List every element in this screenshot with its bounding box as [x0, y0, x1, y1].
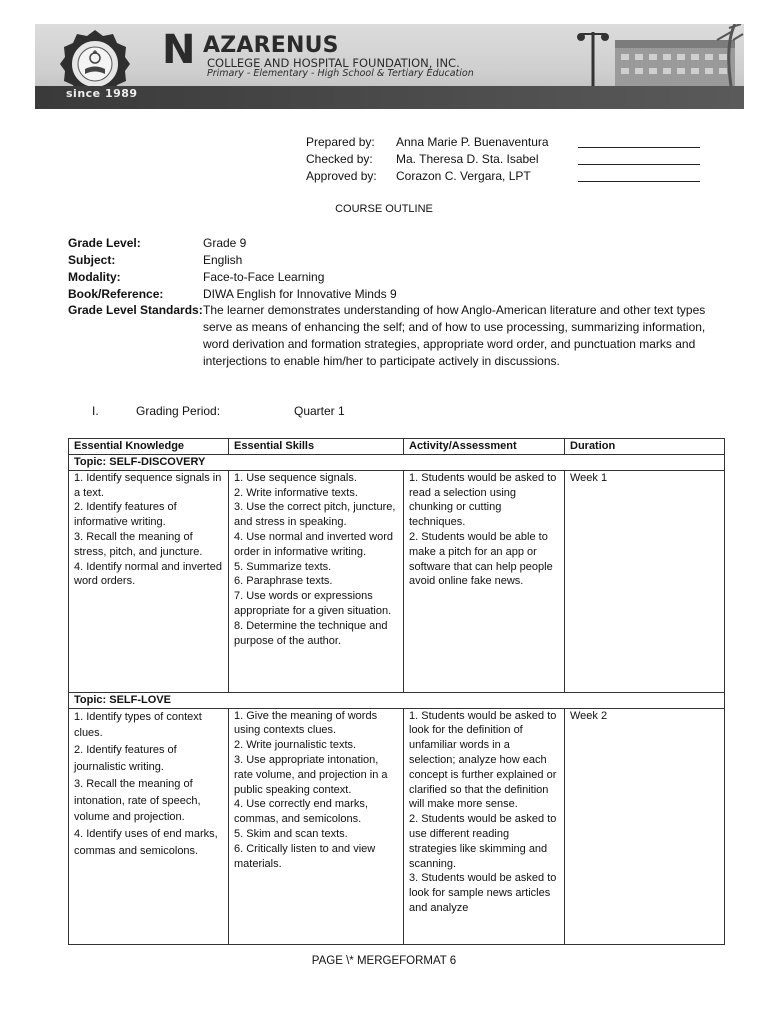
- list-item: 8. Determine the technique and purpose of the author.: [234, 619, 388, 647]
- standards-label: Grade Level Standards:: [68, 303, 203, 317]
- modality-value: Face-to-Face Learning: [203, 270, 325, 284]
- list-item: 7. Use words or expressions appropriate for a given situation.: [234, 590, 392, 617]
- school-tagline: Primary - Elementary - High School & Tertiary Education: [207, 68, 474, 79]
- grade-level-label: Grade Level:: [68, 236, 141, 250]
- list-item: 1. Use sequence signals.: [234, 471, 357, 484]
- list-item: 1. Give the meaning of words using contexts clues.: [234, 709, 378, 737]
- table-header-row: [69, 439, 725, 455]
- signature-line: [578, 164, 700, 165]
- signatory-name: Ma. Theresa D. Sta. Isabel: [396, 152, 539, 166]
- column-header: Duration: [565, 439, 725, 455]
- course-outline-table: [68, 438, 725, 945]
- list-item: 4. Use normal and inverted word order in informative writing.: [234, 530, 393, 558]
- list-item: 6. Paraphrase texts.: [234, 575, 333, 588]
- essential-skills-cell: [229, 470, 404, 692]
- list-item: 3. Recall the meaning of intonation, rate of speech, volume and projection.: [74, 777, 201, 824]
- signatory-role: Checked by:: [306, 152, 373, 166]
- school-name: AZARENUS: [203, 33, 339, 58]
- list-item: 2. Students would be asked to use different reading strategies like skimming and scanning.: [409, 813, 557, 870]
- signatory-name: Corazon C. Vergara, LPT: [396, 169, 531, 183]
- list-item: 2. Write informative texts.: [234, 486, 358, 499]
- list-item: 2. Write journalistic texts.: [234, 739, 357, 752]
- list-item: 2. Identify features of informative writing.: [74, 501, 177, 529]
- since-label: since 1989: [66, 87, 138, 100]
- list-item: 1. Identify sequence signals in a text.: [74, 471, 222, 499]
- school-subtitle: COLLEGE AND HOSPITAL FOUNDATION, INC.: [207, 56, 460, 70]
- signature-line: [578, 181, 700, 182]
- essential-knowledge-cell: [69, 708, 229, 944]
- list-item: 6. Critically listen to and view materials.: [234, 842, 376, 870]
- subject-value: English: [203, 253, 243, 267]
- campus-building-image: [555, 24, 744, 86]
- standards-text: The learner demonstrates understanding of how Anglo-American literature and other text types serve as means of enhancing the self; and of how to use processing, summarizing information, word derivation and formation strategies, appropriate word order, and punctuation marks and interjections to enable him/her to participate actively in discussions.: [203, 303, 706, 368]
- list-item: 3. Use the correct pitch, juncture, and stress in speaking.: [234, 501, 396, 529]
- column-header: Essential Skills: [229, 439, 404, 455]
- section-numeral: I.: [92, 404, 99, 418]
- table-row: [69, 708, 725, 944]
- essential-knowledge-cell: [69, 470, 229, 692]
- page-footer: PAGE \* MERGEFORMAT 6: [311, 955, 457, 967]
- topic-row: [69, 692, 725, 708]
- book-label: Book/Reference:: [68, 287, 164, 301]
- column-header: Essential Knowledge: [69, 439, 229, 455]
- list-item: 5. Skim and scan texts.: [234, 827, 348, 840]
- table-row: [69, 470, 725, 692]
- list-item: 1. Students would be asked to read a selection using chunking or cutting techniques.: [409, 471, 557, 529]
- signatory-role: Approved by:: [306, 169, 377, 183]
- topic-row: [69, 455, 725, 471]
- list-item: 3. Use appropriate intonation, rate volume, and projection in a public speaking context.: [234, 753, 388, 796]
- list-item: 4. Identify normal and inverted word orders.: [74, 560, 222, 588]
- activity-assessment-cell: [404, 470, 565, 692]
- signature-line: [578, 147, 700, 148]
- grading-period-value: Quarter 1: [294, 404, 345, 418]
- banner-stripe: [35, 86, 744, 109]
- list-item: 4. Use correctly end marks, commas, and semicolons.: [234, 798, 368, 826]
- subject-label: Subject:: [68, 253, 116, 267]
- document-title: COURSE OUTLINE: [335, 203, 433, 215]
- column-header: Activity/Assessment: [404, 439, 565, 455]
- list-item: 5. Summarize texts.: [234, 560, 332, 573]
- activity-assessment-cell: [404, 708, 565, 944]
- topic-title: Topic: SELF-DISCOVERY: [69, 455, 725, 471]
- school-name-initial: N: [162, 27, 196, 73]
- list-item: 1. Identify types of context clues.: [74, 710, 202, 740]
- signatory-name: Anna Marie P. Buenaventura: [396, 135, 549, 149]
- grading-period-label: Grading Period:: [136, 404, 221, 418]
- book-value: DIWA English for Innovative Minds 9: [203, 287, 397, 301]
- list-item: 2. Identify features of journalistic writing.: [74, 744, 177, 773]
- modality-label: Modality:: [68, 270, 121, 284]
- topic-title: Topic: SELF-LOVE: [69, 692, 725, 708]
- grade-level-value: Grade 9: [203, 236, 247, 250]
- duration-cell: Week 1: [565, 470, 725, 692]
- list-item: 4. Identify uses of end marks, commas and semicolons.: [74, 828, 218, 857]
- school-banner: [35, 24, 744, 109]
- list-item: 1. Students would be asked to look for the definition of unfamiliar words in a selection; analyze how each concept is further explained or clarified so that the definition will make more sense.: [409, 709, 557, 811]
- essential-skills-cell: [229, 708, 404, 944]
- list-item: 2. Students would be able to make a pitch for an app or software that can help people avoid online fake news.: [409, 530, 553, 588]
- list-item: 3. Students would be asked to look for sample news articles and analyze: [409, 872, 557, 914]
- list-item: 3. Recall the meaning of stress, pitch, and juncture.: [74, 530, 203, 558]
- signatory-role: Prepared by:: [306, 135, 375, 149]
- duration-cell: Week 2: [565, 708, 725, 944]
